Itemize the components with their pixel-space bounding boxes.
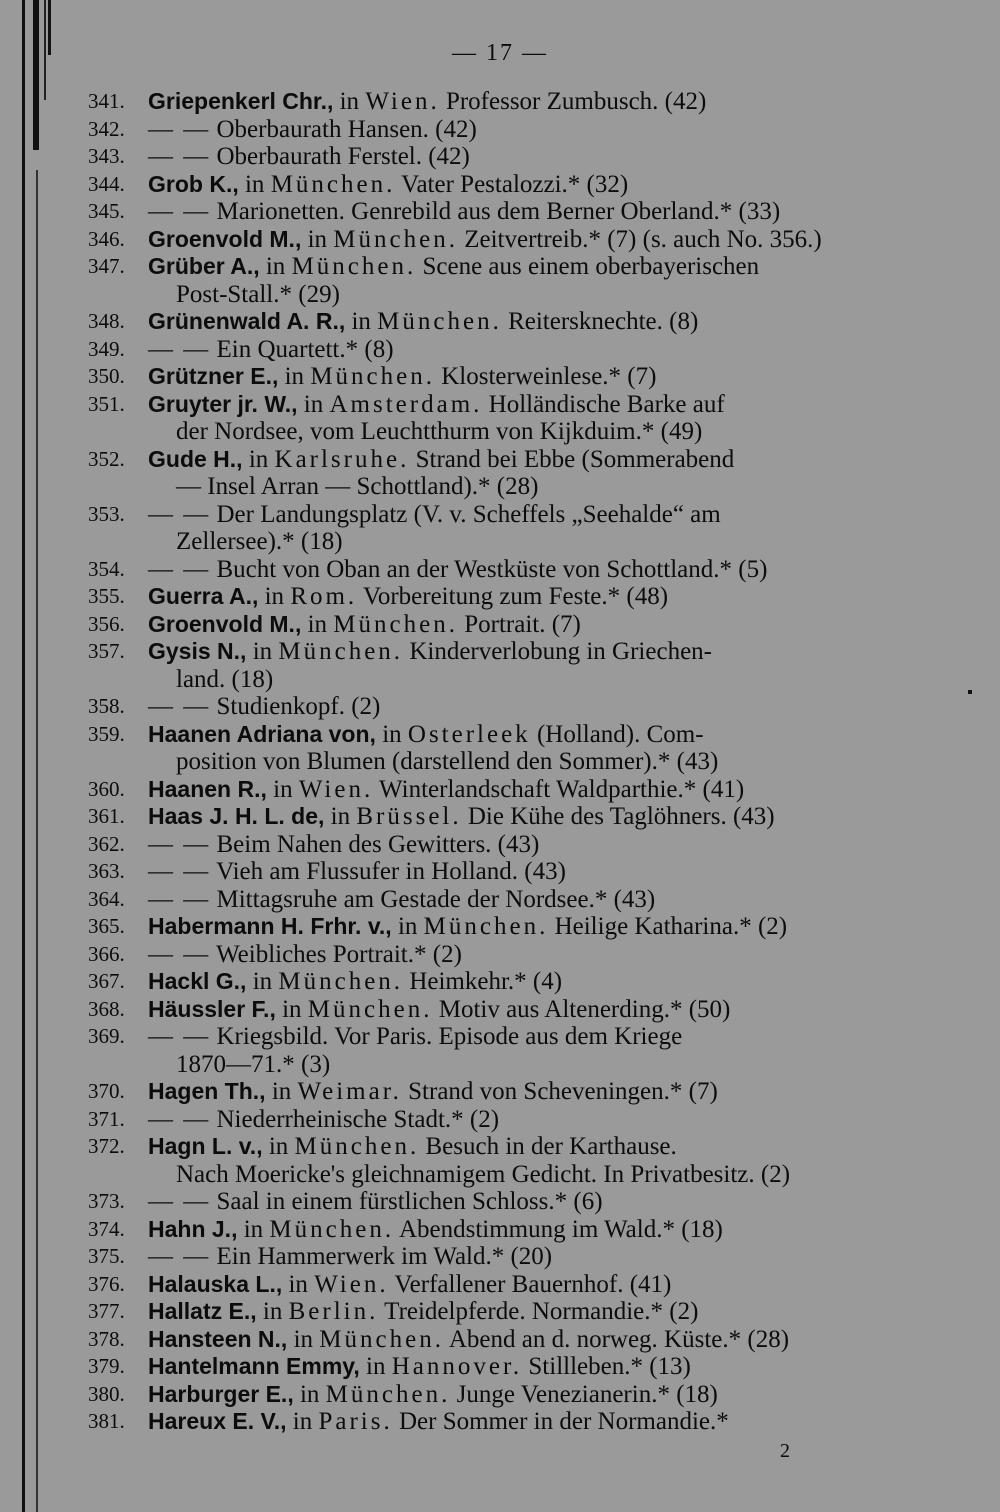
place-name: München. xyxy=(319,1325,444,1353)
artwork-title: Zeitvertreib.* (7) (s. auch No. 356.) xyxy=(464,225,822,253)
entry-line xyxy=(148,363,898,391)
catalogue-entry xyxy=(88,1188,898,1216)
place-name: München. xyxy=(291,253,417,280)
entry-number: 351. xyxy=(88,391,125,416)
location-prefix: in xyxy=(382,720,402,748)
catalogue-entry xyxy=(88,336,898,364)
entry-continuation: position von Blumen (darstellend den Sommer).* (43) xyxy=(176,748,719,775)
entry-line xyxy=(148,1353,898,1381)
entry-number: 354. xyxy=(88,556,125,581)
artwork-title: Heilige Katharina.* (2) xyxy=(554,913,788,940)
catalogue-entry xyxy=(88,446,898,501)
entry-number: 366. xyxy=(88,941,125,966)
entry-line xyxy=(148,391,898,419)
catalogue-entry xyxy=(88,941,898,969)
entry-line xyxy=(148,556,898,584)
artist-name: Hahn J., xyxy=(148,1215,238,1242)
entry-number: 365. xyxy=(88,914,125,938)
location-prefix: in xyxy=(292,1408,313,1435)
ditto-dashes: — — xyxy=(148,1105,211,1133)
entry-continuation: — Insel Arran — Schottland).* (28) xyxy=(176,473,539,500)
ditto-dashes: — — xyxy=(148,858,211,885)
artwork-title: Kinderverlobung in Griechen- xyxy=(409,638,712,665)
artist-name: Hagen Th., xyxy=(148,1078,266,1104)
ditto-dashes: — — xyxy=(148,693,211,720)
artwork-title: Abend an d. norweg. Küste.* (28) xyxy=(448,1325,790,1353)
entry-number: 381. xyxy=(88,1409,125,1433)
artwork-title: Klosterweinlese.* (7) xyxy=(441,363,657,390)
catalogue-entry xyxy=(88,556,898,584)
place-name: München. xyxy=(333,225,458,253)
entry-continuation: Zellersee).* (18) xyxy=(176,528,343,555)
artist-name: Gysis N., xyxy=(148,638,247,664)
artist-name: Guerra A., xyxy=(148,583,259,609)
entry-number: 375. xyxy=(88,1244,125,1268)
catalogue-entry xyxy=(88,143,898,171)
entry-number: 380. xyxy=(88,1381,125,1406)
artwork-title: Oberbaurath Ferstel. (42) xyxy=(216,143,470,170)
catalogue-entry xyxy=(88,583,898,611)
catalogue-entry xyxy=(88,1298,898,1326)
catalogue-entry xyxy=(88,803,898,831)
catalogue-entry xyxy=(88,1023,898,1078)
place-name: Wien. xyxy=(365,88,440,115)
ditto-dashes: — — xyxy=(148,198,211,225)
artwork-title: Beim Nahen des Gewitters. (43) xyxy=(216,830,540,858)
entry-number: 347. xyxy=(88,254,125,278)
artwork-title: Marionetten. Genrebild aus dem Berner Oberland.* (33) xyxy=(216,198,781,225)
artist-name: Habermann H. Frhr. v., xyxy=(148,913,392,939)
entry-number: 346. xyxy=(88,226,125,251)
location-prefix: in xyxy=(351,308,371,335)
artist-name: Harburger E., xyxy=(148,1380,294,1407)
catalogue-entry xyxy=(88,776,898,804)
ditto-dashes: — — xyxy=(148,115,211,143)
catalogue-entries xyxy=(88,88,898,1436)
entry-number: 364. xyxy=(88,886,125,911)
location-prefix: in xyxy=(252,968,273,995)
location-prefix: in xyxy=(268,1133,289,1160)
location-prefix: in xyxy=(303,390,324,418)
entry-number: 360. xyxy=(88,776,125,801)
catalogue-entry xyxy=(88,996,898,1024)
location-prefix: in xyxy=(273,775,293,803)
location-prefix: in xyxy=(265,253,286,280)
artist-name: Hallatz E., xyxy=(148,1298,257,1324)
catalogue-entry xyxy=(88,226,898,254)
location-prefix: in xyxy=(252,638,273,665)
entry-line xyxy=(148,1133,898,1161)
place-name: Berlin. xyxy=(288,1298,379,1325)
artist-name: Grützner E., xyxy=(148,363,279,389)
entry-line xyxy=(148,1106,898,1134)
entry-line xyxy=(148,336,898,364)
artwork-title: Stillleben.* (13) xyxy=(528,1353,691,1380)
artwork-title: (Holland). Com- xyxy=(536,720,704,748)
location-prefix: in xyxy=(264,583,285,610)
artwork-title: Mittagsruhe am Gestade der Nordsee.* (43) xyxy=(216,885,656,913)
entry-number: 345. xyxy=(88,199,125,223)
location-prefix: in xyxy=(330,803,351,830)
catalogue-entry xyxy=(88,501,898,556)
artwork-title: Kriegsbild. Vor Paris. Episode aus dem Kriege xyxy=(216,1023,683,1050)
catalogue-entry xyxy=(88,1133,898,1188)
catalogue-entry xyxy=(88,1353,898,1381)
place-name: Karlsruhe. xyxy=(274,445,410,473)
location-prefix: in xyxy=(307,610,328,638)
place-name: Rom. xyxy=(290,583,358,610)
artwork-title: Bucht von Oban an der Westküste von Schottland.* (5) xyxy=(216,555,768,583)
artist-name: Hansteen N., xyxy=(148,1325,288,1352)
artwork-title: Motiv aus Altenerding.* (50) xyxy=(438,995,731,1023)
location-prefix: in xyxy=(307,225,328,253)
artwork-title: Der Landungsplatz (V. v. Scheffels „Seehalde“ am xyxy=(216,500,721,528)
catalogue-entry xyxy=(88,638,898,693)
entry-number: 348. xyxy=(88,309,125,333)
signature-mark: 2 xyxy=(780,1440,790,1462)
location-prefix: in xyxy=(282,995,302,1023)
entry-line xyxy=(148,1243,898,1271)
entry-line xyxy=(148,996,898,1024)
place-name: München. xyxy=(278,968,404,995)
artist-name: Hagn L. v., xyxy=(148,1133,263,1159)
entry-line xyxy=(148,1326,898,1354)
entry-number: 378. xyxy=(88,1326,125,1351)
catalogue-entry xyxy=(88,1326,898,1354)
ditto-dashes: — — xyxy=(148,885,211,913)
artwork-title: Treidelpferde. Normandie.* (2) xyxy=(384,1298,699,1325)
entry-line xyxy=(148,308,898,336)
location-prefix: in xyxy=(244,170,265,198)
entry-number: 379. xyxy=(88,1354,125,1378)
artist-name: Grünenwald A. R., xyxy=(148,308,346,334)
entry-line xyxy=(148,721,898,749)
artist-name: Grob K., xyxy=(148,170,239,197)
catalogue-entry xyxy=(88,1381,898,1409)
entry-line xyxy=(148,913,898,941)
place-name: Wien. xyxy=(314,1270,389,1298)
ditto-dashes: — — xyxy=(148,1188,211,1215)
entry-line xyxy=(148,1188,898,1216)
location-prefix: in xyxy=(284,363,305,390)
catalogue-entry xyxy=(88,693,898,721)
entry-line xyxy=(148,1023,898,1051)
entry-line xyxy=(148,1381,898,1409)
artist-name: Grüber A., xyxy=(148,253,260,279)
ditto-dashes: — — xyxy=(148,555,211,583)
catalogue-entry xyxy=(88,1243,898,1271)
entry-line xyxy=(148,253,898,281)
entry-line xyxy=(148,171,898,199)
place-name: Osterleek xyxy=(407,720,531,748)
artwork-title: Portrait. (7) xyxy=(464,610,581,638)
entry-line xyxy=(148,858,898,886)
entry-line xyxy=(148,583,898,611)
artist-name: Groenvold M., xyxy=(148,610,302,637)
entry-line xyxy=(148,1216,898,1244)
artwork-title: Vieh am Flussufer in Holland. (43) xyxy=(216,858,566,885)
entry-number: 369. xyxy=(88,1024,125,1048)
artist-name: Hantelmann Emmy, xyxy=(148,1353,360,1379)
artist-name: Häussler F., xyxy=(148,995,276,1022)
entry-line xyxy=(148,638,898,666)
location-prefix: in xyxy=(366,1353,386,1380)
entry-number: 357. xyxy=(88,639,125,663)
entry-number: 353. xyxy=(88,501,125,526)
catalogue-entry xyxy=(88,1271,898,1299)
entry-number: 344. xyxy=(88,171,125,196)
entry-line xyxy=(148,776,898,804)
artwork-title: Ein Hammerwerk im Wald.* (20) xyxy=(216,1243,553,1270)
entry-line xyxy=(148,831,898,859)
catalogue-entry xyxy=(88,1216,898,1244)
entry-line xyxy=(148,88,898,116)
place-name: Wien. xyxy=(298,775,374,803)
ditto-dashes: — — xyxy=(148,143,211,170)
place-name: München. xyxy=(423,913,549,940)
place-name: München. xyxy=(270,170,396,198)
artwork-title: Strand von Scheveningen.* (7) xyxy=(408,1078,718,1105)
entry-number: 374. xyxy=(88,1216,125,1241)
artist-name: Gruyter jr. W., xyxy=(148,390,298,417)
entry-line xyxy=(148,968,898,996)
entry-line xyxy=(148,1078,898,1106)
entry-number: 363. xyxy=(88,859,125,883)
artwork-title: Studienkopf. (2) xyxy=(216,693,381,720)
entry-line xyxy=(148,446,898,474)
catalogue-entry xyxy=(88,968,898,996)
artwork-title: Junge Venezianerin.* (18) xyxy=(456,1380,718,1408)
artist-name: Hareux E. V., xyxy=(148,1408,287,1434)
ditto-dashes: — — xyxy=(148,500,211,528)
entry-number: 359. xyxy=(88,721,125,746)
location-prefix: in xyxy=(339,88,360,115)
location-prefix: in xyxy=(262,1298,283,1325)
artist-name: Haas J. H. L. de, xyxy=(148,803,325,829)
artwork-title: Reitersknechte. (8) xyxy=(508,308,699,335)
location-prefix: in xyxy=(299,1380,320,1408)
catalogue-entry xyxy=(88,253,898,308)
entry-line xyxy=(148,886,898,914)
catalogue-entry xyxy=(88,831,898,859)
entry-continuation: der Nordsee, vom Leuchtthurm von Kijkduim.* (49) xyxy=(176,418,703,445)
artwork-title: Der Sommer in der Normandie.* xyxy=(398,1408,729,1435)
artist-name: Hackl G., xyxy=(148,968,247,994)
entry-number: 373. xyxy=(88,1189,125,1213)
artwork-title: Strand bei Ebbe (Sommerabend xyxy=(415,445,735,473)
entry-line xyxy=(148,198,898,226)
artist-name: Haanen R., xyxy=(148,775,267,802)
location-prefix: in xyxy=(243,1215,264,1243)
catalogue-entry xyxy=(88,1408,898,1436)
entry-line xyxy=(148,693,898,721)
catalogue-entry xyxy=(88,611,898,639)
print-mark xyxy=(968,690,972,694)
place-name: Weimar. xyxy=(297,1078,402,1105)
entry-number: 377. xyxy=(88,1299,125,1323)
artwork-title: Abendstimmung im Wald.* (18) xyxy=(398,1215,723,1243)
place-name: Paris. xyxy=(318,1408,393,1435)
entry-number: 355. xyxy=(88,584,125,608)
location-prefix: in xyxy=(397,913,418,940)
entry-line xyxy=(148,1408,898,1436)
place-name: München. xyxy=(333,610,458,638)
catalogue-entry xyxy=(88,198,898,226)
entry-number: 367. xyxy=(88,969,125,993)
artwork-title: Oberbaurath Hansen. (42) xyxy=(216,115,477,143)
ditto-dashes: — — xyxy=(148,1243,211,1270)
entry-continuation: Post-Stall.* (29) xyxy=(176,280,340,308)
entry-line xyxy=(148,226,898,254)
place-name: München. xyxy=(310,363,435,390)
place-name: Hannover. xyxy=(391,1353,523,1380)
entry-number: 350. xyxy=(88,364,125,388)
entry-number: 371. xyxy=(88,1106,125,1131)
entry-number: 362. xyxy=(88,831,125,856)
entry-line xyxy=(148,941,898,969)
entry-number: 352. xyxy=(88,446,125,471)
entry-number: 370. xyxy=(88,1079,125,1103)
catalogue-entry xyxy=(88,363,898,391)
artwork-title: Saal in einem fürstlichen Schloss.* (6) xyxy=(216,1188,603,1215)
entry-line xyxy=(148,611,898,639)
place-name: Brüssel. xyxy=(356,803,462,830)
artwork-title: Niederrheinische Stadt.* (2) xyxy=(216,1105,500,1133)
entry-number: 343. xyxy=(88,144,125,168)
ditto-dashes: — — xyxy=(148,335,211,363)
entry-line xyxy=(148,1271,898,1299)
page-number: — 17 — xyxy=(452,40,548,66)
location-prefix: in xyxy=(288,1270,308,1298)
artwork-title: Scene aus einem oberbayerischen xyxy=(422,253,760,280)
artwork-title: Die Kühe des Taglöhners. (43) xyxy=(467,803,775,830)
place-name: München. xyxy=(325,1380,451,1408)
entry-line xyxy=(148,143,898,171)
artwork-title: Weibliches Portrait.* (2) xyxy=(216,940,462,968)
entry-number: 372. xyxy=(88,1134,125,1158)
artwork-title: Besuch in der Karthause. xyxy=(425,1133,677,1160)
location-prefix: in xyxy=(248,445,269,473)
artist-name: Groenvold M., xyxy=(148,225,302,252)
ditto-dashes: — — xyxy=(148,1023,211,1050)
artwork-title: Ein Quartett.* (8) xyxy=(216,335,394,363)
catalogue-entry xyxy=(88,721,898,776)
artwork-title: Winterlandschaft Waldparthie.* (41) xyxy=(379,775,745,803)
entry-number: 358. xyxy=(88,694,125,718)
artwork-title: Professor Zumbusch. (42) xyxy=(445,88,707,115)
catalogue-entry xyxy=(88,88,898,116)
artwork-title: Heimkehr.* (4) xyxy=(409,968,563,995)
catalogue-entry xyxy=(88,308,898,336)
entry-continuation: land. (18) xyxy=(176,665,274,693)
entry-number: 342. xyxy=(88,116,125,141)
place-name: München. xyxy=(307,995,433,1023)
location-prefix: in xyxy=(293,1325,314,1353)
artist-name: Haanen Adriana von, xyxy=(148,720,376,747)
artist-name: Halauska L., xyxy=(148,1270,283,1297)
place-name: München. xyxy=(377,308,502,335)
catalogue-entry xyxy=(88,1106,898,1134)
artwork-title: Holländische Barke auf xyxy=(488,390,725,418)
entry-number: 368. xyxy=(88,996,125,1021)
artwork-title: Verfallener Bauernhof. (41) xyxy=(394,1270,672,1298)
artist-name: Griepenkerl Chr., xyxy=(148,88,334,114)
catalogue-entry xyxy=(88,116,898,144)
entry-number: 356. xyxy=(88,611,125,636)
entry-number: 376. xyxy=(88,1271,125,1296)
place-name: München. xyxy=(278,638,404,665)
place-name: Amsterdam. xyxy=(329,390,483,418)
entry-line xyxy=(148,1298,898,1326)
artist-name: Gude H., xyxy=(148,445,243,472)
artwork-title: Vater Pestalozzi.* (32) xyxy=(401,170,629,198)
catalogue-entry xyxy=(88,171,898,199)
entry-number: 349. xyxy=(88,336,125,361)
catalogue-entry xyxy=(88,1078,898,1106)
page-edge-shadow xyxy=(0,0,60,1512)
catalogue-entry xyxy=(88,391,898,446)
entry-continuation: Nach Moericke's gleichnamigem Gedicht. In Privatbesitz. (2) xyxy=(176,1160,791,1188)
entry-number: 341. xyxy=(88,89,125,113)
entry-continuation: 1870—71.* (3) xyxy=(176,1050,331,1078)
catalogue-entry xyxy=(88,886,898,914)
ditto-dashes: — — xyxy=(148,940,211,968)
catalogue-entry xyxy=(88,913,898,941)
location-prefix: in xyxy=(271,1078,292,1105)
entry-number: 361. xyxy=(88,804,125,828)
entry-line xyxy=(148,501,898,529)
ditto-dashes: — — xyxy=(148,830,211,858)
entry-line xyxy=(148,116,898,144)
artwork-title: Vorbereitung zum Feste.* (48) xyxy=(363,583,669,610)
catalogue-entry xyxy=(88,858,898,886)
entry-line xyxy=(148,803,898,831)
place-name: München. xyxy=(294,1133,420,1160)
place-name: München. xyxy=(269,1215,395,1243)
